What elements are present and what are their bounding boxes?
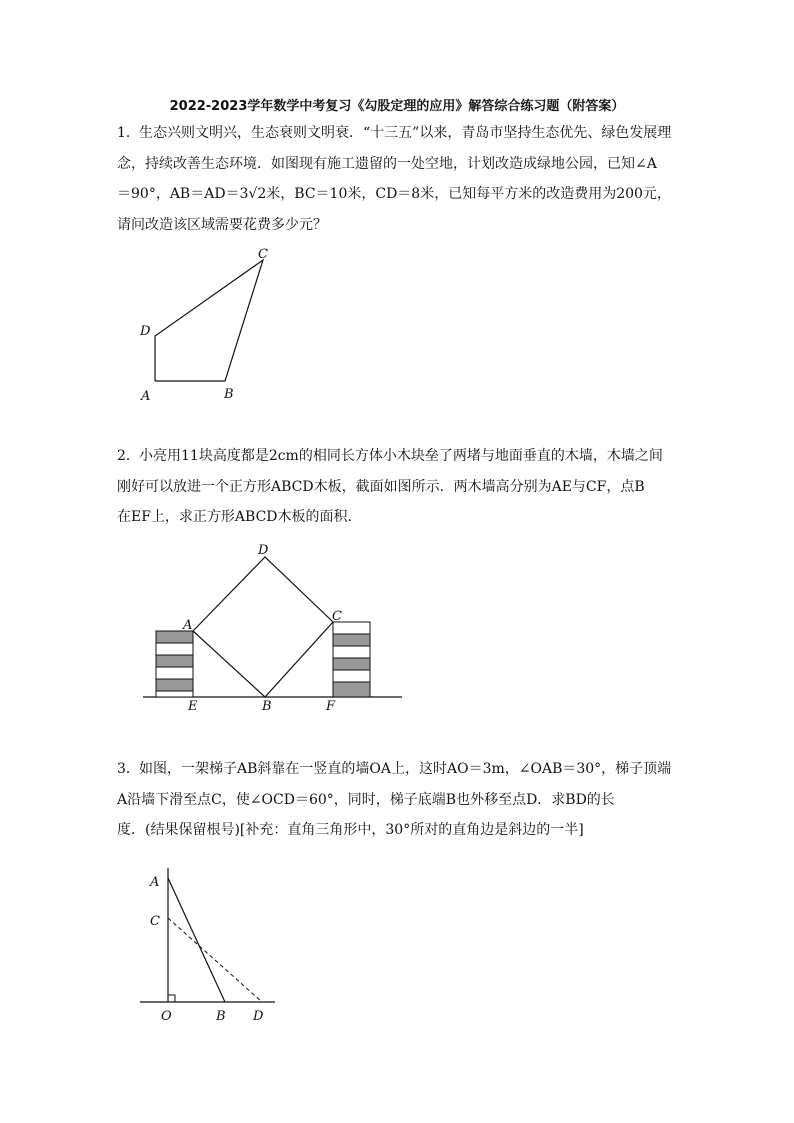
figure-quadrilateral [130,240,290,410]
problem-line: 度．(结果保留根号)[补充：直角三角形中，30°所对的直角边是斜边的一半] [117,822,584,838]
label-E: E [188,699,198,714]
problem-1 [117,118,682,240]
label-F: F [326,699,336,714]
label-D: D [140,324,151,339]
label-A: A [183,618,193,633]
problem-3 [117,754,682,846]
ladder-AB [168,878,225,1002]
problem-number: 1． [117,125,140,141]
quadrilateral-outline [155,260,263,381]
problem-line: 小亮用11块高度都是2cm的相同长方体小木块垒了两堵与地面垂直的木墙，木墙之间 [139,448,663,464]
problem-line: 在EF上，求正方形ABCD木板的面积． [117,509,362,525]
page-title: 2022-2023学年数学中考复习《勾股定理的应用》解答综合练习题（附答案） [169,99,625,114]
square-abcd [193,557,333,697]
problem-line: 请问改造该区域需要花费多少元？ [117,216,327,233]
right-wall [333,622,370,697]
problem-line: 如图，一架梯子AB斜靠在一竖直的墙OA上，这时AO＝3m，∠OAB＝30°，梯子顶端 [139,761,672,777]
ladder-CD [168,918,262,1002]
label-A: A [150,875,160,890]
problem-number: 3． [117,761,140,777]
label-B: B [262,699,272,714]
figure-ladder [140,860,290,1025]
problem-line: 刚好可以放进一个正方形ABCD木板，截面如图所示．两木墙高分别为AE与CF，点B [117,478,645,495]
problem-line: 念，持续改善生态环境．如图现有施工遗留的一处空地，计划改造成绿地公园，已知∠A [117,155,657,172]
problem-line: 生态兴则文明兴，生态衰则文明衰．“十三五”以来，青岛市坚持生态优先、绿色发展理 [139,125,672,141]
label-D: D [253,1009,264,1024]
left-wall [156,631,193,697]
label-C: C [258,247,268,262]
problem-line: A沿墙下滑至点C，使∠OCD＝60°，同时，梯子底端B也外移至点D．求BD的长 [117,791,615,808]
label-C: C [150,914,160,929]
label-D: D [258,543,269,558]
label-B: B [216,1009,226,1024]
label-A: A [141,389,151,404]
right-angle-mark [168,995,175,1002]
label-B: B [224,387,234,402]
problem-line: ＝90°，AB＝AD＝3√2米，BC＝10米，CD＝8米，已知每平方米的改造费用为200元， [117,186,671,202]
problem-number: 2． [117,448,140,464]
problem-2 [117,441,682,533]
label-C: C [332,609,342,624]
figure-square-between-walls [140,540,410,715]
label-O: O [161,1009,172,1024]
